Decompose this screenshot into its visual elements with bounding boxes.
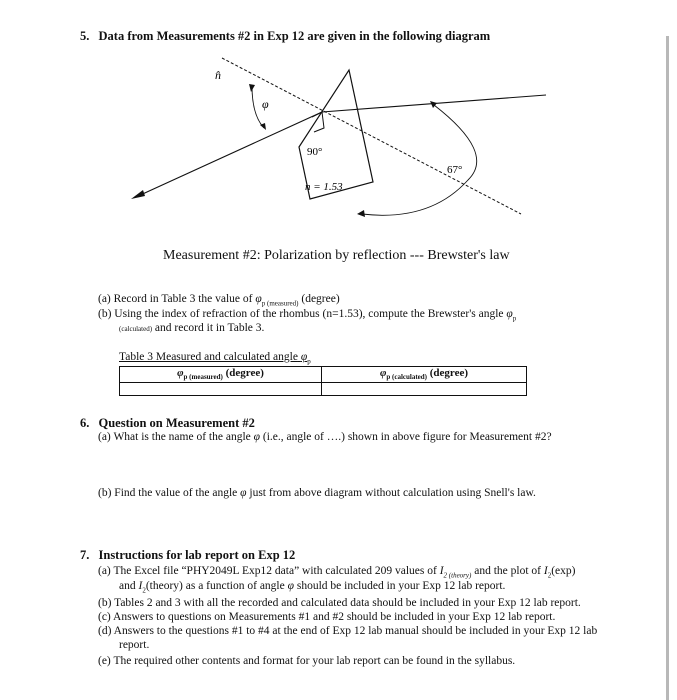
phi-label: φ bbox=[262, 97, 269, 111]
angle-67-label: 67° bbox=[447, 164, 463, 176]
col1-symbol: φ bbox=[177, 367, 184, 380]
col1-subscript: p (measured) bbox=[183, 373, 223, 382]
q7-a-text2: and the plot of bbox=[474, 565, 541, 577]
col2-symbol: φ bbox=[379, 367, 387, 380]
q6-a-text: What is the name of the angle bbox=[113, 431, 251, 443]
table3-col-calculated bbox=[322, 367, 527, 383]
q5-b-text: Using the index of refraction of the rhombus (n=1.53), compute the Brewster's angle bbox=[114, 308, 504, 320]
q5-b-tail: and record it in Table 3. bbox=[154, 322, 265, 334]
rhombus-prism bbox=[299, 70, 373, 199]
q5-a-subscript: p (measured) bbox=[261, 299, 299, 308]
q6-a-symbol: φ bbox=[253, 431, 260, 443]
q7-a-I: I bbox=[439, 565, 444, 577]
table3-col-measured bbox=[120, 367, 322, 383]
right-angle-marker bbox=[312, 112, 324, 132]
q7-a-text5: (theory) as a function of angle bbox=[145, 580, 285, 592]
brewster-diagram bbox=[0, 0, 677, 240]
q6-b-tail: just from above diagram without calculation using Snell's law. bbox=[249, 487, 536, 499]
q5-a-tail: (degree) bbox=[301, 293, 340, 305]
q6-number: 6. bbox=[80, 416, 90, 430]
table3-title-symbol: φ bbox=[300, 351, 308, 363]
q5-b-symbol: φ bbox=[506, 308, 513, 320]
q7-c-label: (c) bbox=[98, 611, 111, 623]
table3-header-row bbox=[120, 367, 527, 383]
q6-a-label: (a) bbox=[98, 431, 111, 443]
q7-part-a-line1 bbox=[98, 565, 575, 579]
q7-a-I-subscript: 2 (theory) bbox=[443, 571, 472, 580]
q7-part-a-line2 bbox=[119, 580, 505, 594]
table3-title bbox=[119, 351, 311, 365]
q6-title: Question on Measurement #2 bbox=[98, 416, 255, 430]
q7-title: Instructions for lab report on Exp 12 bbox=[98, 548, 296, 562]
q7-a-I3-subscript: 2 bbox=[142, 586, 146, 595]
q5-part-b-line2 bbox=[119, 322, 264, 334]
normal-dashed-line bbox=[222, 58, 521, 214]
angle-67-arrow-bottom bbox=[357, 210, 365, 217]
incident-arrowhead bbox=[131, 190, 145, 199]
table3-cell-measured[interactable] bbox=[120, 382, 322, 395]
q7-part-d-line2: report. bbox=[119, 639, 150, 651]
q7-a-I2-subscript: 2 bbox=[547, 571, 552, 580]
q7-a-text4: and bbox=[119, 580, 136, 592]
q5-part-b bbox=[98, 308, 516, 322]
q6-b-label: (b) bbox=[98, 487, 112, 499]
normal-label: n̂ bbox=[215, 68, 221, 82]
q7-a-text6: should be included in your Exp 12 lab report. bbox=[296, 580, 506, 592]
q7-c-text: Answers to questions on Measurements #1 and #2 should be included in your Exp 12 lab report. bbox=[113, 611, 556, 623]
q7-part-b bbox=[98, 597, 581, 609]
angle-67-arc bbox=[362, 105, 477, 215]
q6-b-text: Find the value of the angle bbox=[114, 487, 238, 499]
q7-part-d bbox=[98, 625, 597, 637]
col2-subscript: p (calculated) bbox=[386, 373, 428, 382]
table3-value-row bbox=[120, 382, 527, 395]
q5-a-text: Record in Table 3 the value of bbox=[113, 293, 253, 305]
diagram-caption: Measurement #2: Polarization by reflection --- Brewster's law bbox=[163, 248, 510, 263]
col1-unit: (degree) bbox=[225, 367, 264, 380]
q7-part-c bbox=[98, 611, 555, 623]
col2-unit: (degree) bbox=[429, 367, 469, 380]
q6-b-symbol: φ bbox=[240, 487, 247, 499]
q7-a-label: (a) bbox=[98, 565, 111, 577]
q5-part-a bbox=[98, 293, 340, 307]
q7-a-text1: The Excel file “PHY2049L Exp12 data” with calculated 209 values of bbox=[113, 565, 437, 577]
q7-a-text3: (exp) bbox=[551, 565, 576, 577]
q7-d-text: Answers to the questions #1 to #4 at the end of Exp 12 lab manual should be included in your Exp 12 lab bbox=[113, 625, 598, 637]
q5-a-label: (a) bbox=[98, 293, 111, 305]
q7-e-text: The required other contents and format for your lab report can be found in the syllabus. bbox=[113, 655, 516, 667]
q7-d-label: (d) bbox=[98, 625, 112, 637]
q5-b-label: (b) bbox=[98, 308, 112, 320]
q6-heading bbox=[80, 416, 255, 431]
q7-a-I2: I bbox=[543, 565, 548, 577]
incident-ray bbox=[136, 112, 322, 197]
table3 bbox=[119, 366, 527, 396]
q5-title: Data from Measurements #2 in Exp 12 are given in the following diagram bbox=[98, 29, 491, 43]
q6-part-a bbox=[98, 431, 552, 443]
q5-b-subscript: (calculated) bbox=[119, 325, 153, 333]
q7-a-symbol: φ bbox=[287, 580, 294, 592]
q6-a-tail: (i.e., angle of ….) shown in above figure for Measurement #2? bbox=[262, 431, 552, 443]
q5-b-symbol-subscript: p bbox=[512, 314, 517, 323]
q5-a-symbol: φ bbox=[255, 293, 262, 305]
q5-number: 5. bbox=[80, 29, 90, 43]
table3-title-subscript: p bbox=[307, 357, 311, 366]
table3-title-text: Table 3 Measured and calculated angle bbox=[119, 351, 298, 363]
angle-90-label: 90° bbox=[307, 146, 323, 158]
index-label: n = 1.53 bbox=[305, 181, 343, 193]
q7-b-label: (b) bbox=[98, 597, 112, 609]
q7-number: 7. bbox=[80, 548, 90, 562]
q7-heading bbox=[80, 548, 295, 563]
q7-a-I3: I bbox=[138, 580, 143, 592]
q7-e-label: (e) bbox=[98, 655, 111, 667]
q7-b-text: Tables 2 and 3 with all the recorded and calculated data should be included in your Exp 12 lab report. bbox=[114, 597, 581, 609]
q6-part-b bbox=[98, 487, 536, 499]
table3-cell-calculated[interactable] bbox=[322, 382, 527, 395]
q7-part-e bbox=[98, 655, 515, 667]
